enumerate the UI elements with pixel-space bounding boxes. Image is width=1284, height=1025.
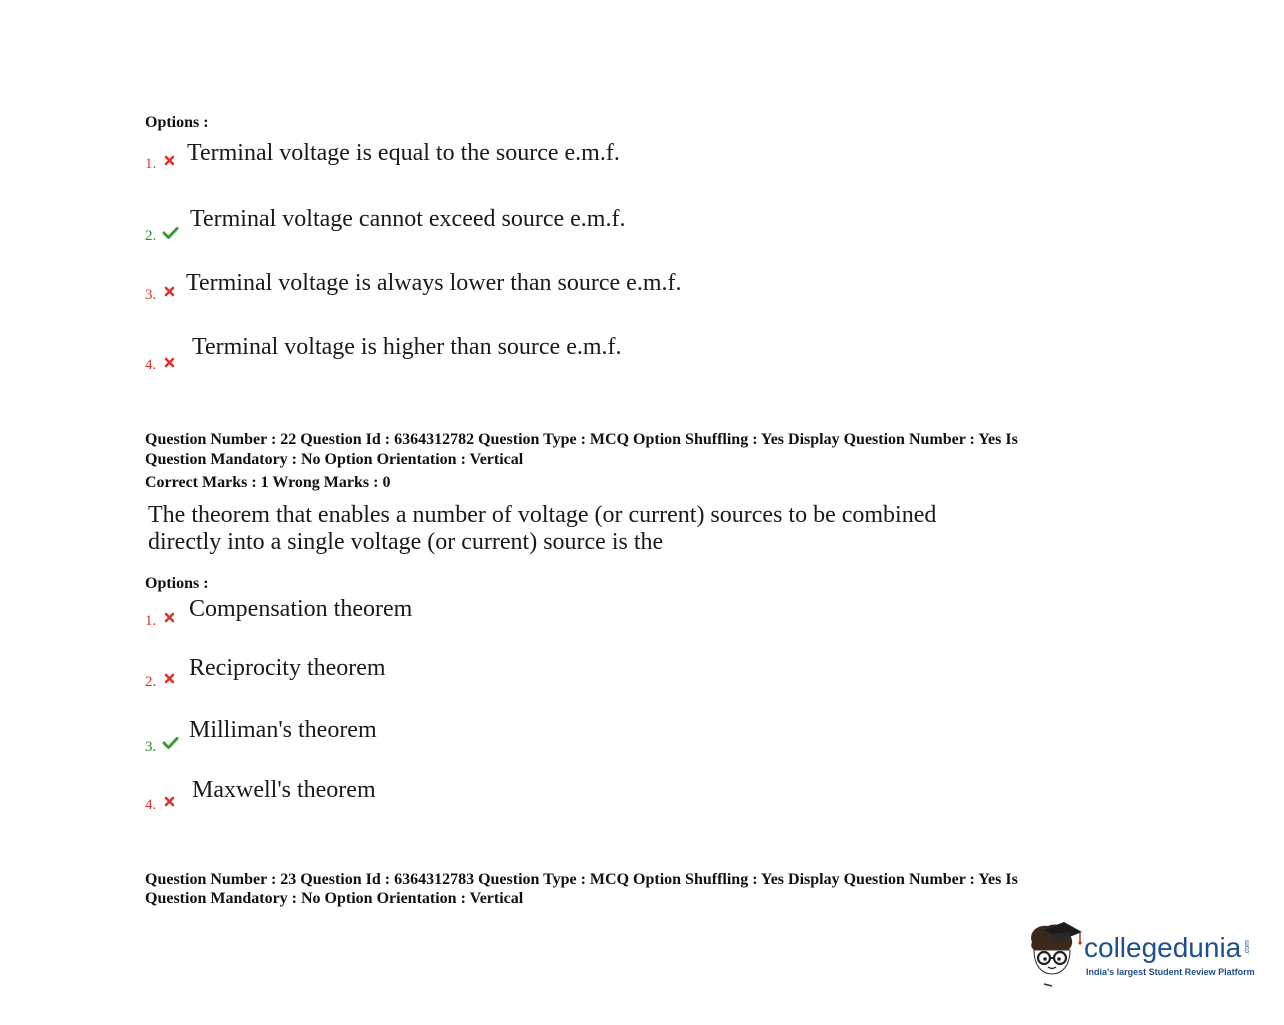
collegedunia-logo xyxy=(1022,920,1262,990)
brand-dotcom: .com xyxy=(1244,940,1251,956)
cross-icon xyxy=(164,673,175,684)
marks-line: Correct Marks : 1 Wrong Marks : 0 xyxy=(145,474,391,491)
mascot-icon xyxy=(1022,920,1084,990)
options-label: Options : xyxy=(145,575,209,592)
option-number: 4. xyxy=(145,357,157,373)
question-meta-line: Question Mandatory : No Option Orientation : Vertical xyxy=(145,451,524,468)
option-text: Milliman's theorem xyxy=(189,717,377,743)
cross-icon xyxy=(164,796,175,807)
option-text: Terminal voltage is always lower than source e.m.f. xyxy=(186,270,682,296)
check-icon xyxy=(162,226,179,240)
option-text: Compensation theorem xyxy=(189,596,413,622)
option-text: Maxwell's theorem xyxy=(192,777,376,803)
question-text-line: The theorem that enables a number of voltage (or current) sources to be combined xyxy=(148,502,937,528)
cross-icon xyxy=(164,612,175,623)
option-number: 1. xyxy=(145,156,157,172)
option-text: Terminal voltage is higher than source e.m.f. xyxy=(192,334,622,360)
options-label: Options : xyxy=(145,114,209,131)
option-text: Terminal voltage is equal to the source e.m.f. xyxy=(187,140,620,166)
question-meta-line: Question Number : 22 Question Id : 6364312782 Question Type : MCQ Option Shuffling : Yes Display Question Number : Yes Is xyxy=(145,431,1018,448)
option-number: 2. xyxy=(145,228,157,244)
cross-icon xyxy=(164,286,175,297)
option-number: 1. xyxy=(145,613,157,629)
option-number: 3. xyxy=(145,287,157,303)
question-text-line: directly into a single voltage (or current) source is the xyxy=(148,529,664,555)
option-text: Terminal voltage cannot exceed source e.m.f. xyxy=(190,206,626,232)
option-number: 3. xyxy=(145,739,157,755)
option-text: Reciprocity theorem xyxy=(189,655,386,681)
option-number: 4. xyxy=(145,797,157,813)
check-icon xyxy=(162,736,179,750)
brand-name: collegedunia xyxy=(1084,932,1242,963)
cross-icon xyxy=(164,155,175,166)
option-number: 2. xyxy=(145,674,157,690)
brand-tagline: India's largest Student Review Platform xyxy=(1086,967,1255,977)
question-meta-line: Question Number : 23 Question Id : 6364312783 Question Type : MCQ Option Shuffling : Yes Display Question Number : Yes Is xyxy=(145,871,1018,888)
question-meta-line: Question Mandatory : No Option Orientation : Vertical xyxy=(145,890,524,907)
cross-icon xyxy=(164,357,175,368)
